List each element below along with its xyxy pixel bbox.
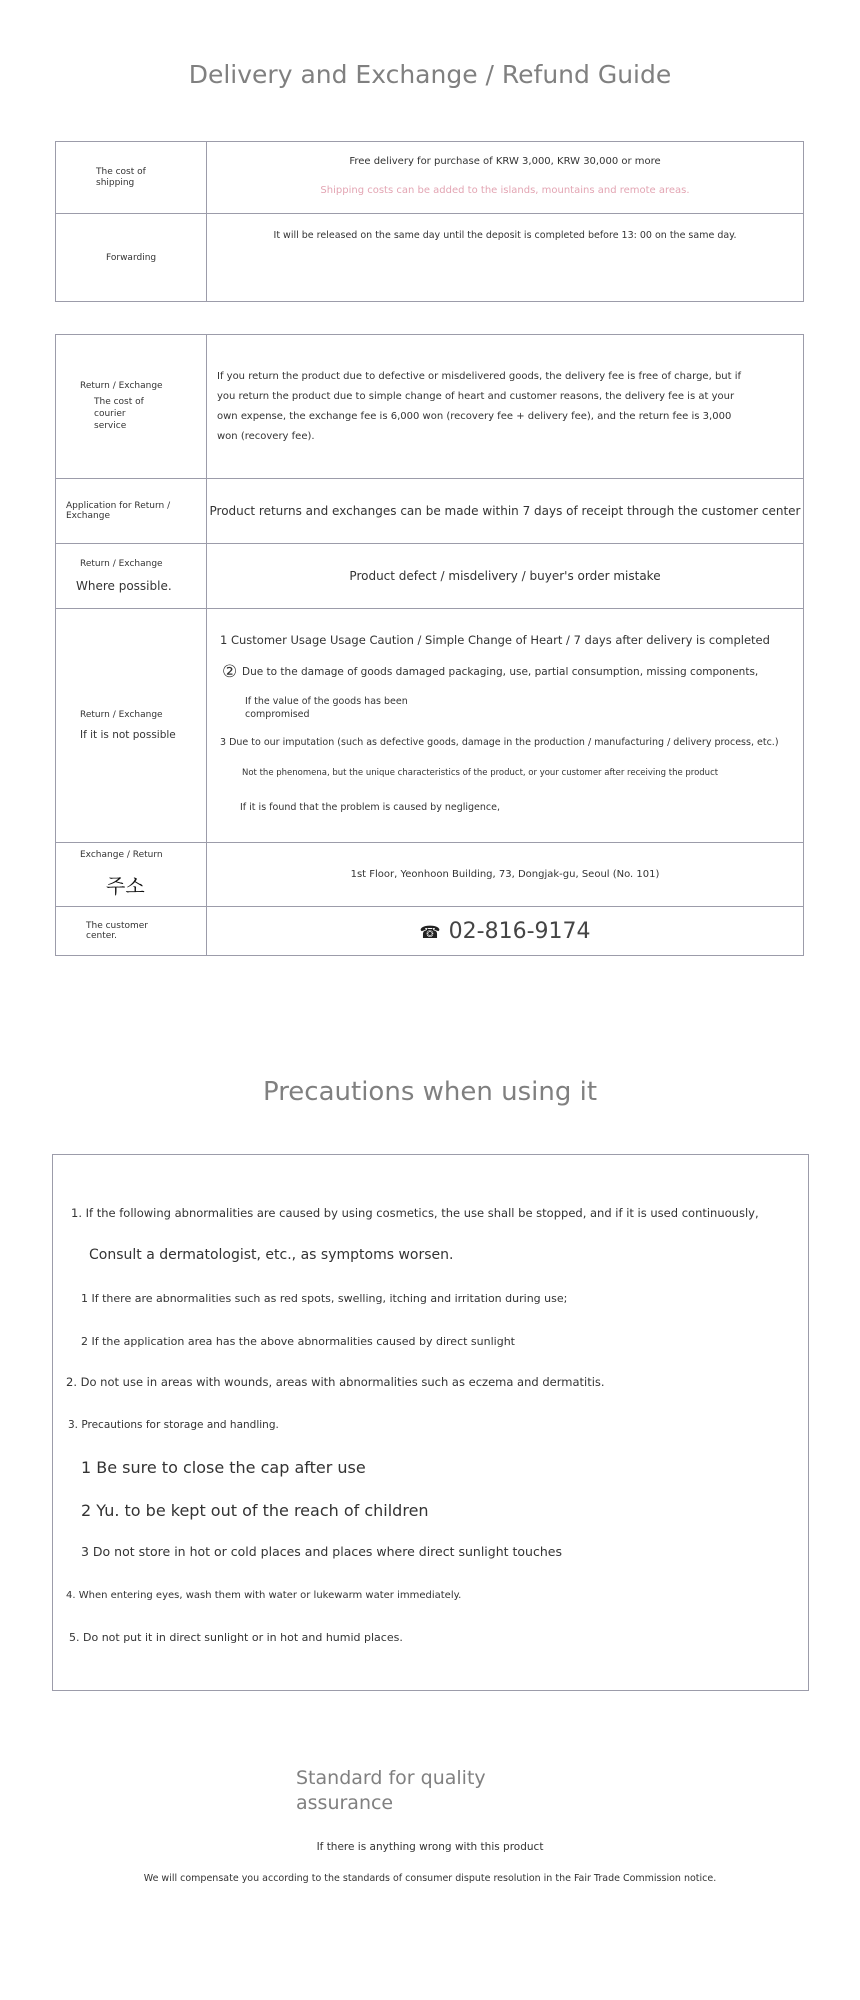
application-value: Product returns and exchanges can be made within 7 days of receipt through the customer center	[207, 479, 804, 544]
not-possible-item2-sub2: compromised	[245, 709, 310, 720]
quality-assurance-title: Standard for quality assurance	[296, 1767, 486, 1814]
precaution-1-sub: Consult a dermatologist, etc., as symptoms worsen.	[89, 1247, 454, 1263]
customer-center-label-text: The customer center.	[86, 920, 148, 941]
forwarding-label-text: Forwarding	[106, 252, 157, 263]
not-possible-item3-sub1: Not the phenomena, but the unique characteristics of the product, or your customer after receiving the product	[242, 768, 719, 778]
quality-assurance-line1: If there is anything wrong with this product	[316, 1841, 544, 1853]
shipping-cost-main: Free delivery for purchase of KRW 3,000, KRW 30,000 or more	[349, 155, 661, 167]
customer-center-value[interactable]	[207, 907, 804, 956]
shipping-cost-value	[207, 142, 804, 214]
phone-number[interactable]: 02-816-9174	[448, 918, 591, 944]
not-possible-item3: 3 Due to our imputation (such as defective goods, damage in the production / manufacturing / delivery process, etc.)	[220, 737, 779, 748]
possible-row	[56, 544, 804, 609]
not-possible-label-line1: Return / Exchange	[80, 710, 163, 721]
possible-label	[56, 544, 207, 609]
not-possible-label	[56, 609, 207, 843]
precaution-3c: 3 Do not store in hot or cold places and places where direct sunlight touches	[81, 1544, 562, 1559]
address-value: 1st Floor, Yeonhoon Building, 73, Dongjak-gu, Seoul (No. 101)	[207, 843, 804, 907]
precaution-1: 1. If the following abnormalities are caused by using cosmetics, the use shall be stopped, and if it is used continuously,	[71, 1206, 759, 1220]
precaution-3: 3. Precautions for storage and handling.	[68, 1419, 279, 1431]
address-row	[56, 843, 804, 907]
return-cost-label-line4: service	[94, 420, 127, 431]
delivery-guide-title: Delivery and Exchange / Refund Guide	[188, 60, 672, 89]
possible-value: Product defect / misdelivery / buyer's order mistake	[207, 544, 804, 609]
precautions-box	[52, 1154, 809, 1691]
shipping-cost-row	[56, 142, 804, 214]
return-cost-label-line1: Return / Exchange	[80, 380, 163, 391]
application-label-text: Application for Return / Exchange	[66, 500, 171, 521]
possible-label-line1: Return / Exchange	[80, 558, 163, 569]
precaution-3b: 2 Yu. to be kept out of the reach of children	[81, 1501, 429, 1520]
return-cost-label-line2: The cost of	[94, 396, 144, 407]
forwarding-label	[56, 214, 207, 302]
shipping-cost-label-text: The cost of shipping	[96, 166, 146, 188]
phone-icon: ☎	[419, 922, 441, 943]
return-cost-label-line3: courier	[94, 408, 126, 419]
address-label-text: Exchange / Return	[80, 849, 163, 860]
address-label	[56, 843, 207, 907]
precaution-1a: 1 If there are abnormalities such as red spots, swelling, itching and irritation during use;	[81, 1292, 568, 1305]
not-possible-value	[207, 609, 804, 843]
return-cost-value: If you return the product due to defective or misdelivered goods, the delivery fee is free of charge, but if you return the product due to simple change of heart and customer reasons, the delivery fee is at your own expense, the exchange fee is 6,000 won (recovery fee + delivery fee), and the return fee is 3,000 won (recovery fee).	[207, 335, 804, 479]
not-possible-item3-sub2: If it is found that the problem is caused by negligence,	[240, 802, 501, 813]
precaution-1b: 2 If the application area has the above abnormalities caused by direct sunlight	[81, 1335, 515, 1348]
shipping-cost-note: Shipping costs can be added to the islands, mountains and remote areas.	[320, 184, 690, 196]
quality-assurance-line2: We will compensate you according to the standards of consumer dispute resolution in the Fair Trade Commission notice.	[143, 1873, 717, 1884]
precaution-2: 2. Do not use in areas with wounds, areas with abnormalities such as eczema and dermatitis.	[66, 1375, 605, 1389]
not-possible-item2-mark: ②	[222, 662, 238, 682]
forwarding-row	[56, 214, 804, 302]
not-possible-row	[56, 609, 804, 843]
precaution-4: 4. When entering eyes, wash them with water or lukewarm water immediately.	[66, 1590, 462, 1601]
application-row	[56, 479, 804, 544]
customer-center-label	[56, 907, 207, 956]
precaution-5: 5. Do not put it in direct sunlight or in hot and humid places.	[69, 1631, 403, 1644]
not-possible-item2-sub1: If the value of the goods has been	[245, 696, 408, 707]
return-cost-label	[56, 335, 207, 479]
precautions-title: Precautions when using it	[262, 1077, 598, 1107]
not-possible-item2: Due to the damage of goods damaged packaging, use, partial consumption, missing components,	[242, 666, 759, 678]
address-korean-text: 주소	[106, 874, 145, 899]
not-possible-label-line2: If it is not possible	[80, 728, 176, 741]
precaution-3a: 1 Be sure to close the cap after use	[81, 1458, 366, 1477]
returns-table	[55, 334, 804, 956]
shipping-cost-label	[56, 142, 207, 214]
customer-center-row	[56, 907, 804, 956]
shipping-table	[55, 141, 804, 302]
forwarding-value: It will be released on the same day until the deposit is completed before 13: 00 on the same day.	[207, 214, 804, 302]
application-label	[56, 479, 207, 544]
return-cost-row	[56, 335, 804, 479]
not-possible-item1: 1 Customer Usage Usage Caution / Simple Change of Heart / 7 days after delivery is completed	[220, 633, 770, 647]
possible-label-line2: Where possible.	[76, 579, 172, 594]
